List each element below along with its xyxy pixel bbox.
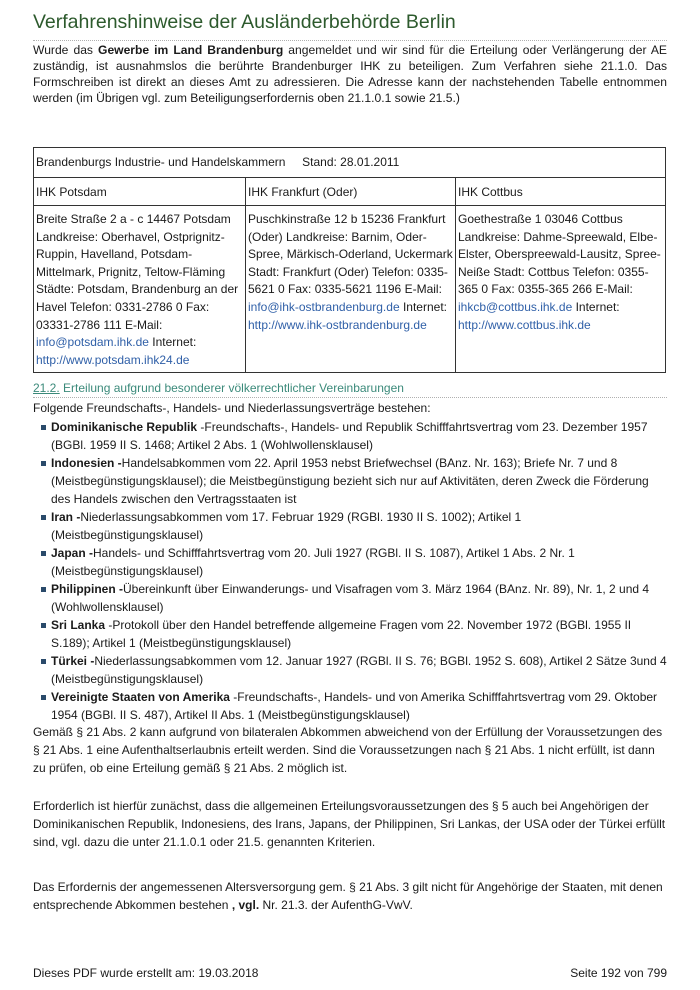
bullet-icon	[41, 551, 46, 556]
section-number[interactable]: 21.2.	[33, 381, 60, 395]
bullet-icon	[41, 623, 46, 628]
treaty-text: -Freundschafts-, Handels- und von Amerika Schifffahrtsvertrag vom 29. Oktober 1954 (BGBl. II S. 487), Artikel II Abs. 1 (Meistbegünstigungsklausel)	[51, 690, 658, 722]
bullet-icon	[41, 515, 46, 520]
cell-frankfurt	[246, 206, 456, 373]
paragraph-2: Erforderlich ist hierfür zunächst, dass die allgemeinen Erteilungsvoraussetzungen des § 5 auch bei Angehörigen der Dominikanischen Republik, Indonesiens, des Irans, Japans, der Philippinen, Sri Lankas, der USA oder der Türkei erfüllt sind, vgl. dazu die unter 21.1.0.1 oder 21.5. genannten Kriterien.	[33, 799, 666, 849]
p3-after: Nr. 21.3. der AufenthG-VwV.	[259, 898, 413, 912]
p3-before: Das Erfordernis der angemessenen Altersversorgung gem. § 21 Abs. 3 gilt nicht für Angehörige der Staaten, mit denen entsprechende Abkommen bestehen	[33, 880, 663, 912]
list-item	[45, 418, 669, 454]
section-intro: Folgende Freundschafts-, Handels- und Niederlassungsverträge bestehen:	[33, 401, 431, 415]
section-title: Erteilung aufgrund besonderer völkerrechtlicher Vereinbarungen	[59, 381, 404, 395]
cell-text: Goethestraße 1 03046 Cottbus Landkreise: Dahme-Spreewald, Elbe-Elster, Oberspreewald-Lausitz, Spree-Neiße Stadt: Cottbus Telefon: 0355-365 0 Fax: 0355-365 266 E-Mail:	[458, 212, 661, 297]
country-name: Dominikanische Republik	[51, 420, 198, 434]
internet-label: Internet:	[399, 299, 447, 314]
column-header-cottbus: IHK Cottbus	[456, 178, 666, 206]
intro-before: Wurde das	[33, 43, 99, 57]
country-name: Indonesien -	[51, 456, 122, 470]
column-header-frankfurt: IHK Frankfurt (Oder)	[246, 178, 456, 206]
country-name: Japan -	[51, 546, 94, 560]
treaty-text: Handelsabkommen vom 22. April 1953 nebst Briefwechsel (BAnz. Nr. 163); Briefe Nr. 7 und 8 (Meistbegünstigungsklausel); die Meistbegünstigung bezieht sich nur auf Aktivitäten, deren Zweck die Förderung des Handels zwischen den Vertragsstaaten ist	[51, 456, 649, 506]
email-link[interactable]: info@potsdam.ihk.de	[36, 335, 149, 350]
intro-bold: Gewerbe im Land Brandenburg	[98, 43, 284, 57]
internet-label: Internet:	[148, 335, 197, 350]
footer-page-number: Seite 192 von 799	[570, 966, 667, 980]
list-item	[45, 652, 669, 688]
paragraph-1: Gemäß § 21 Abs. 2 kann aufgrund von bilateralen Abkommen abweichend von der Erfüllung der Voraussetzungen des § 21 Abs. 1 eine Aufenthaltserlaubnis erteilt werden. Sind die Voraussetzungen nach § 21 Abs. 1 nicht erfüllt, ist dann zu prüfen, ob eine Erteilung gemäß § 21 Abs. 2 möglich ist.	[33, 725, 663, 775]
treaty-text: Übereinkunft über Einwanderungs- und Visafragen vom 3. März 1964 (BAnz. Nr. 89), Nr. 1, 2 und 4 (Wohlwollensklausel)	[51, 582, 650, 614]
list-item	[45, 454, 669, 508]
section-heading	[33, 381, 667, 398]
country-name: Iran -	[51, 510, 81, 524]
url-link[interactable]: http://www.potsdam.ihk24.de	[36, 352, 190, 367]
list-item	[45, 544, 669, 580]
p3-bold: , vgl.	[231, 898, 260, 912]
intro-after: angemeldet und wir sind für die Erteilung oder Verlängerung der AE zuständig, ist ausnahmslos die berührte Brandenburger IHK zu beteiligen. Zum Verfahren siehe 21.1.0. Das Formschreiben ist direkt an dieses Amt zu adressieren. Die Adresse kann der nachstehenden Tabelle entnommen werden (im Übrigen vgl. zum Beteiligungserfordernis oben 21.1.0.1 sowie 21.5.)	[33, 43, 668, 105]
email-link[interactable]: info@ihk-ostbrandenburg.de	[248, 299, 400, 314]
page-footer	[33, 966, 667, 980]
country-name: Sri Lanka	[51, 618, 106, 632]
cell-potsdam	[34, 206, 246, 373]
bullet-icon	[41, 659, 46, 664]
footer-created: Dieses PDF wurde erstellt am: 19.03.2018	[33, 966, 259, 980]
paragraph-3	[33, 878, 667, 914]
country-name: Türkei -	[51, 654, 95, 668]
url-link[interactable]: http://www.ihk-ostbrandenburg.de	[248, 317, 427, 332]
treaty-text: Niederlassungsabkommen vom 17. Februar 1929 (RGBl. 1930 II S. 1002); Artikel 1 (Meistbegünstigungsklausel)	[51, 510, 522, 542]
treaty-text: Handels- und Schifffahrtsvertrag vom 20. Juli 1927 (RGBl. II S. 1087), Artikel 1 Abs. 2 Nr. 1 (Meistbegünstigungsklausel)	[51, 546, 575, 578]
cell-cottbus	[456, 206, 666, 373]
treaty-list	[45, 418, 669, 724]
bullet-icon	[41, 695, 46, 700]
ihk-table	[33, 147, 666, 373]
bullet-icon	[41, 425, 46, 430]
treaty-text: -Protokoll über den Handel betreffende allgemeine Fragen vom 22. November 1972 (BGBl. 1955 II S.189); Artikel 1 (Meistbegünstigungsklausel)	[51, 618, 632, 650]
list-item	[45, 508, 669, 544]
email-link[interactable]: ihkcb@cottbus.ihk.de	[458, 299, 573, 314]
column-header-potsdam: IHK Potsdam	[34, 178, 246, 206]
url-link[interactable]: http://www.cottbus.ihk.de	[458, 317, 591, 332]
bullet-icon	[41, 587, 46, 592]
country-name: Philippinen -	[51, 582, 123, 596]
intro-paragraph	[33, 42, 667, 106]
bullet-icon	[41, 461, 46, 466]
ihk-table-header: Brandenburgs Industrie- und Handelskammern Stand: 28.01.2011	[34, 148, 666, 178]
list-item	[45, 616, 669, 652]
treaty-text: -Freundschafts-, Handels- und Republik Schifffahrtsvertrag vom 23. Dezember 1957 (BGBl. 1959 II S. 1468; Artikel 2 Abs. 1 (Wohlwollensklausel)	[51, 420, 648, 452]
internet-label: Internet:	[572, 299, 620, 314]
list-item	[45, 580, 669, 616]
list-item	[45, 688, 669, 724]
cell-text: Puschkinstraße 12 b 15236 Frankfurt (Oder) Landkreise: Barnim, Oder-Spree, Märkisch-Oderland, Uckermark Stadt: Frankfurt (Oder) Telefon: 0335-5621 0 Fax: 0335-5621 1196 E-Mail:	[248, 212, 453, 297]
treaty-text: Niederlassungsabkommen vom 12. Januar 1927 (RGBl. II S. 76; BGBl. 1952 S. 608), Artikel 2 Sätze 3und 4 (Meistbegünstigungsklausel)	[51, 654, 667, 686]
page-title: Verfahrenshinweise der Ausländerbehörde Berlin	[33, 10, 667, 41]
country-name: Vereinigte Staaten von Amerika	[51, 690, 230, 704]
cell-text: Breite Straße 2 a - c 14467 Potsdam Landkreise: Oberhavel, Ostprignitz-Ruppin, Havelland, Potsdam-Mittelmark, Prignitz, Teltow-Fläming Städte: Potsdam, Brandenburg an der Havel Telefon: 0331-2786 0 Fax: 03331-2786 111 E-Mail:	[36, 212, 239, 332]
